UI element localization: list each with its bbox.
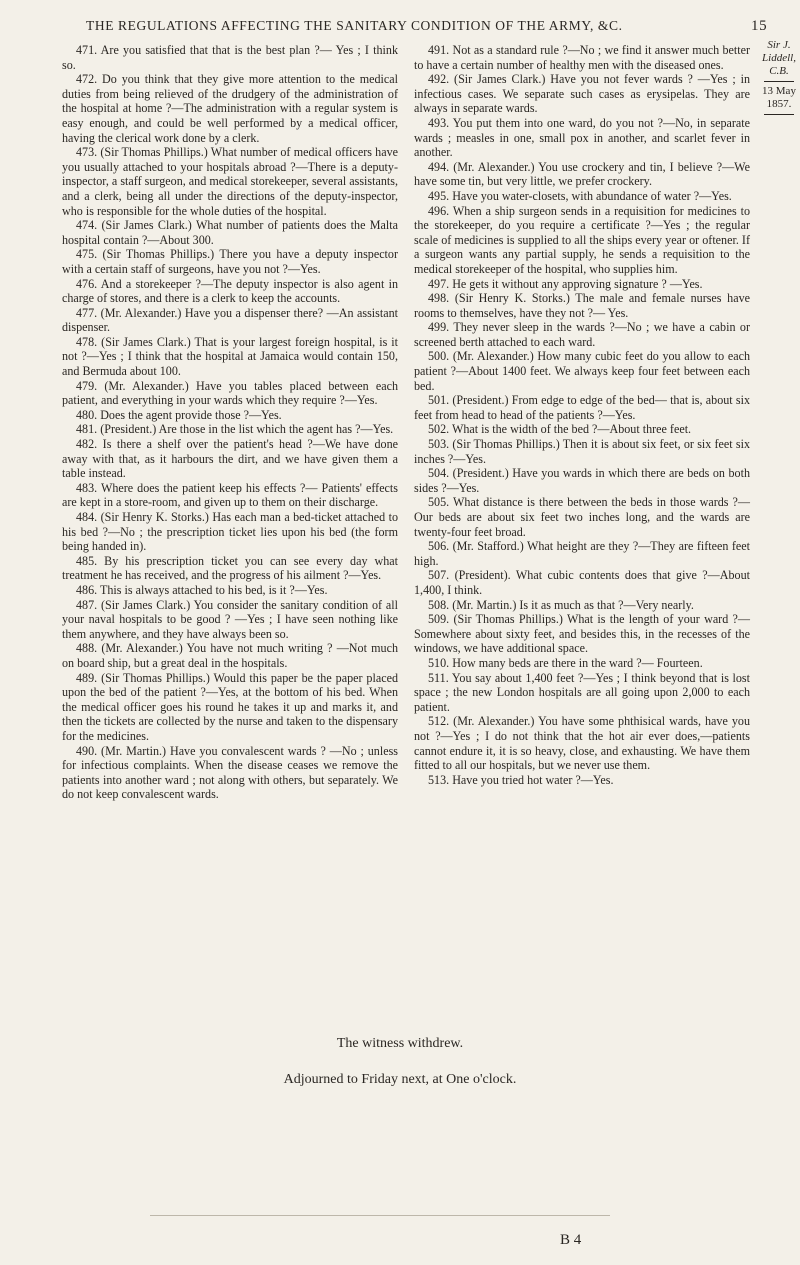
question-paragraph: 502. What is the width of the bed ?—About three feet.	[428, 422, 692, 437]
question-paragraph: 489. (Sir Thomas Phillips.) Would this paper be the paper placed upon the bed of the patient ?—Yes, at the bottom of his bed. When the medical officer goes his round he takes it up and marks it, and then the tickets are collected by the nurse and taken to the dispensary for the medicines.	[62, 670, 398, 743]
question-paragraph: 499. They never sleep in the wards ?—No ; we have a cabin or screened berth attached to each ward.	[414, 320, 750, 349]
question-paragraph: 490. (Mr. Martin.) Have you convalescent wards ? —No ; unless for infectious complaints. When the disease ceases we remove the patients into another ward ; not along with others, but separately. We do not keep convalescent wards.	[62, 743, 398, 802]
adjournment-notice: Adjourned to Friday next, at One o'clock.	[283, 1072, 517, 1087]
question-paragraph: 485. By his prescription ticket you can see every day what treatment he has received, and the progress of his ailment ?—Yes.	[62, 553, 398, 583]
question-paragraph: 481. (President.) Are those in the list which the agent has ?—Yes.	[76, 422, 394, 437]
sidenote-rule	[764, 114, 794, 115]
running-title: THE REGULATIONS AFFECTING THE SANITARY CONDITION OF THE ARMY, &C.	[86, 18, 623, 33]
question-paragraph: 510. How many beds are there in the ward ?— Fourteen.	[428, 655, 703, 670]
question-paragraph: 503. (Sir Thomas Phillips.) Then it is about six feet, or six feet six inches ?—Yes.	[414, 437, 750, 466]
question-paragraph: 492. (Sir James Clark.) Have you not fever wards ? —Yes ; in infectious cases. We separate such cases as erysipelas. They are always in separate wards.	[414, 72, 750, 116]
question-paragraph: 508. (Mr. Martin.) Is it as much as that ?—Very nearly.	[428, 597, 694, 612]
signature-mark: B 4	[560, 1232, 582, 1248]
question-paragraph: 497. He gets it without any approving signature ? —Yes.	[428, 276, 703, 291]
sidenote-witness-name: Sir J. Liddell,	[762, 39, 796, 64]
question-paragraph: 471. Are you satisfied that that is the best plan ?— Yes ; I think so.	[62, 43, 398, 72]
question-paragraph: 493. You put them into one ward, do you not ?—No, in separate wards ; measles in one, small pox in another, and scarlet fever in another.	[414, 115, 750, 160]
question-paragraph: 482. Is there a shelf over the patient's head ?—We have done away with that, as it harbours the dirt, and we have given them a table instead.	[62, 437, 398, 481]
question-paragraph: 476. And a storekeeper ?—The deputy inspector is also agent in charge of stores, and there is a clerk to keep the accounts.	[62, 276, 398, 306]
question-paragraph: 475. (Sir Thomas Phillips.) There you have a deputy inspector with a certain staff of surgeons, have you not ?—Yes.	[62, 247, 398, 276]
question-paragraph: 484. (Sir Henry K. Storks.) Has each man a bed-ticket attached to his bed ?—No ; the prescription ticket lies upon his bed (the form being handed in).	[62, 510, 398, 554]
question-paragraph: 496. When a ship surgeon sends in a requisition for medicines to the storekeeper, do you require a certificate ?—Yes ; the regular scale of medicines is supplied to all the ships every year or oftener. If a surgeon wants any partial supply, he sends a requisition to the medical storekeeper of the hospital, who supplies him.	[414, 203, 750, 276]
question-paragraph: 474. (Sir James Clark.) What number of patients does the Malta hospital contain ?—About 300.	[62, 218, 398, 247]
question-paragraph: 495. Have you water-closets, with abundance of water ?—Yes.	[428, 188, 732, 203]
question-paragraph: 473. (Sir Thomas Phillips.) What number of medical officers have you usually attached to your hospitals abroad ?—There is a deputy-inspector, a staff surgeon, and medical storekeeper, several assistants, and a clerk, being all under the directions of the deputy-inspector, who is responsible for the whole duties of the hospital.	[62, 145, 398, 218]
question-paragraph: 494. (Mr. Alexander.) You use crockery and tin, I believe ?—We have some tin, but very little, we prefer crockery.	[414, 159, 750, 189]
question-paragraph: 479. (Mr. Alexander.) Have you tables placed between each patient, and everything in your wards which they require ?—Yes.	[62, 378, 398, 408]
right-column	[414, 43, 750, 787]
question-paragraph: 483. Where does the patient keep his effects ?— Patients' effects are kept in a store-room, and given up to them on their discharge.	[62, 480, 398, 510]
left-column	[62, 43, 398, 802]
question-paragraph: 472. Do you think that they give more attention to the medical duties from being relieved of the drudgery of the administration of the hospital at home ?—The administration with a regular system is easy enough, and could be well performed by a medical officer, having the clerical work done by a clerk.	[62, 72, 398, 145]
question-paragraph: 501. (President.) From edge to edge of the bed— that is, about six feet from head to head of the patients ?—Yes.	[414, 393, 750, 422]
question-paragraph: 498. (Sir Henry K. Storks.) The male and female nurses have rooms to themselves, have they not ?— Yes.	[414, 291, 750, 320]
question-paragraph: 480. Does the agent provide those ?—Yes.	[76, 407, 282, 422]
sidenote-witness-post: C.B.	[769, 65, 789, 77]
page-number: 15	[751, 18, 768, 34]
question-paragraph: 506. (Mr. Stafford.) What height are they ?—They are fifteen feet high.	[414, 539, 750, 568]
question-paragraph: 486. This is always attached to his bed, is it ?—Yes.	[76, 582, 328, 597]
question-paragraph: 504. (President.) Have you wards in which there are beds on both sides ?—Yes.	[414, 466, 750, 495]
question-paragraph: 513. Have you tried hot water ?—Yes.	[428, 772, 614, 787]
question-paragraph: 491. Not as a standard rule ?—No ; we find it answer much better to have a certain number of healthy men with the diseased ones.	[414, 43, 750, 72]
question-paragraph: 488. (Mr. Alexander.) You have not much writing ? —Not much on board ship, but a great deal in the hospitals.	[62, 641, 398, 670]
question-paragraph: 500. (Mr. Alexander.) How many cubic feet do you allow to each patient ?—About 1400 feet. We always keep four feet between each bed.	[414, 349, 750, 393]
question-paragraph: 478. (Sir James Clark.) That is your largest foreign hospital, is it not ?—Yes ; I think that the hospital at Jamaica would contain 150, and Bermuda about 100.	[62, 334, 398, 379]
question-paragraph: 477. (Mr. Alexander.) Have you a dispenser there? —An assistant dispenser.	[62, 305, 398, 335]
sidenote-rule	[764, 81, 794, 82]
question-paragraph: 511. You say about 1,400 feet ?—Yes ; I think beyond that is lost space ; the new London hospitals are all going upon 2,000 to each patient.	[414, 670, 750, 714]
question-paragraph: 509. (Sir Thomas Phillips.) What is the length of your ward ?—Somewhere about sixty feet, and besides this, in the recesses of the windows, we have additional space.	[414, 612, 750, 656]
sidenote-date: 13 May 1857.	[762, 85, 796, 110]
question-paragraph: 507. (President). What cubic contents does that give ?—About 1,400, I think.	[414, 568, 750, 597]
question-paragraph: 487. (Sir James Clark.) You consider the sanitary condition of all your naval hospitals to be good ? —Yes ; I have seen nothing like them anywhere, and they have always been so.	[62, 597, 398, 641]
witness-withdrew: The witness withdrew.	[336, 1036, 464, 1051]
question-paragraph: 512. (Mr. Alexander.) You have some phthisical wards, have you not ?—Yes ; I do not think that the hot air ever does,—patients cannot endure it, it is so heavy, close, and exhausting. We have them fitted to all our hospitals, but we never use them.	[414, 714, 750, 773]
witness-sidenote	[758, 39, 800, 118]
footer-rule	[150, 1215, 610, 1216]
question-paragraph: 505. What distance is there between the beds in those wards ?—Our beds are about six feet two inches long, and the wards are twenty-four feet broad.	[414, 495, 750, 539]
